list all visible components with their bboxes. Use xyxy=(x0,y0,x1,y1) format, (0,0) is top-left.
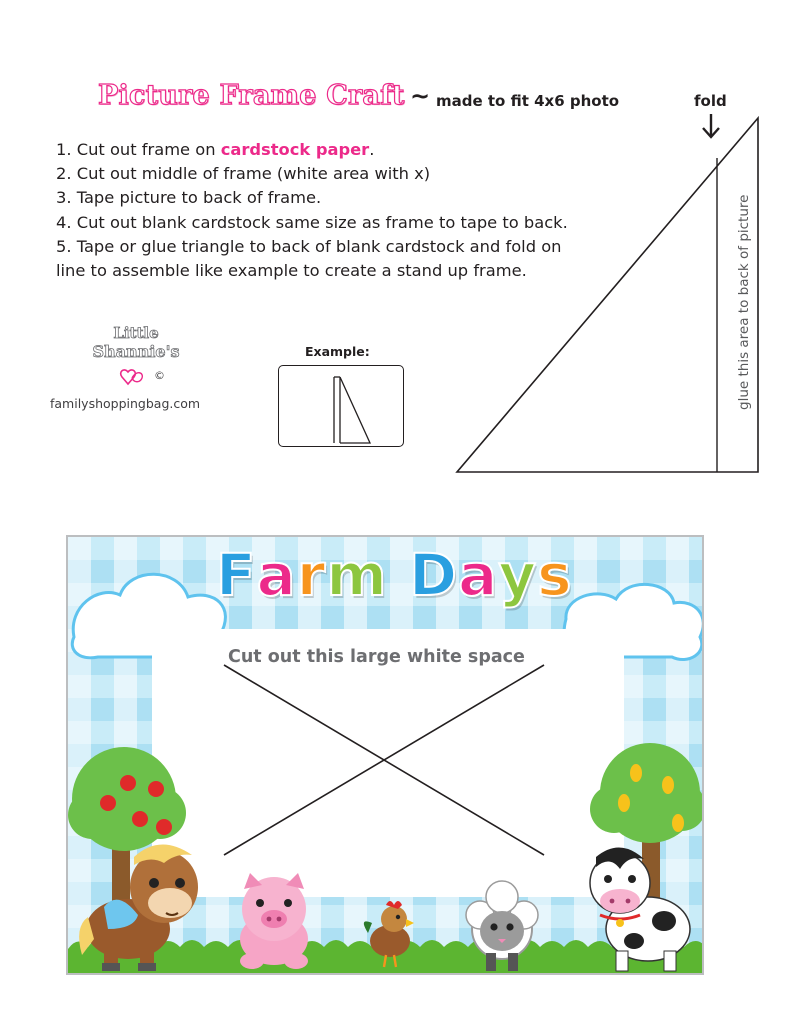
title-letter: s xyxy=(537,541,573,609)
heart-icon xyxy=(116,366,156,388)
farm-days-title xyxy=(216,541,573,609)
farm-days-frame xyxy=(66,535,704,975)
logo-line-2: Shannie's xyxy=(92,342,180,361)
pig xyxy=(240,873,308,969)
apple xyxy=(148,781,164,797)
title-letter: a xyxy=(458,541,499,609)
brand-logo xyxy=(46,322,221,418)
title-letter: r xyxy=(296,541,327,609)
instruction-step-5: 5. Tape or glue triangle to back of blank cardstock and fold on xyxy=(56,236,562,256)
instruction-step-2: 2. Cut out middle of frame (white area with x) xyxy=(56,164,431,184)
apple xyxy=(156,819,172,835)
page-title: Picture Frame Craft xyxy=(98,80,405,111)
title-letter: D xyxy=(409,541,459,609)
example-label: Example: xyxy=(305,344,370,359)
copyright-mark: © xyxy=(154,369,165,382)
stand-triangle-template xyxy=(450,110,770,480)
instruction-step-3: 3. Tape picture to back of frame. xyxy=(56,188,322,208)
title-letter: y xyxy=(498,541,538,609)
cardstock-highlight: cardstock paper xyxy=(220,140,370,159)
title-letter xyxy=(388,541,409,609)
example-illustration xyxy=(278,365,404,447)
instruction-step-5-continued: line to assemble like example to create a stand up frame. xyxy=(56,261,527,281)
page-subtitle: made to fit 4x6 photo xyxy=(436,92,620,110)
title-letter: m xyxy=(326,541,388,609)
fold-label: fold xyxy=(694,92,727,110)
apple xyxy=(100,795,116,811)
stand-triangle-example xyxy=(278,365,404,447)
apple xyxy=(120,775,136,791)
glue-instruction: glue this area to back of picture xyxy=(736,194,752,410)
apple xyxy=(132,811,148,827)
cutout-instruction: Cut out this large white space xyxy=(228,647,525,667)
step-1-text: 1. Cut out frame on xyxy=(56,140,221,159)
title-letter: F xyxy=(216,541,257,609)
logo-line-1: Little xyxy=(113,324,159,342)
instruction-step-4: 4. Cut out blank cardstock same size as frame to tape to back. xyxy=(56,212,568,232)
logo-url: familyshoppingbag.com xyxy=(50,396,201,411)
title-separator: ~ xyxy=(410,82,431,110)
title-letter: a xyxy=(256,541,297,609)
step-1-suffix: . xyxy=(369,140,375,159)
